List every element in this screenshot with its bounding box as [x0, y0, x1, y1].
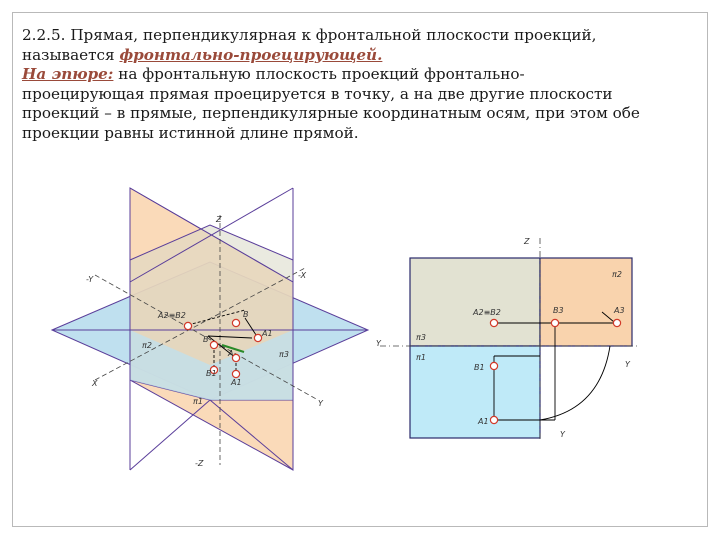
point-a1-profile [254, 334, 261, 341]
epure-label-y-left: Y [376, 339, 381, 348]
label-a1-profile: A1 [262, 329, 273, 338]
point-b1 [210, 341, 217, 348]
label-neg-x: -X [298, 271, 307, 280]
definition-line-3: на фронтальную плоскость проекций фронтально- [118, 65, 525, 84]
epure-label-z: Z [524, 237, 530, 246]
point-a1 [232, 370, 239, 377]
epure-point-a2b2 [490, 319, 497, 326]
label-neg-y: -Y [86, 275, 94, 284]
epure-point-a1 [490, 416, 497, 423]
epure-lead: На эпюре: [22, 65, 114, 84]
label-neg-z: -Z [195, 459, 204, 468]
epure-label-b1: B1 [474, 363, 485, 372]
label-a1: A1 [231, 378, 242, 387]
epure-point-a3 [613, 319, 620, 326]
epure-point-b3 [551, 319, 558, 326]
epure-profile-field-left [410, 258, 540, 346]
label-pi3: π3 [279, 350, 289, 359]
epure-horizontal-field [410, 346, 540, 438]
isometric-diagram [52, 188, 368, 470]
section-number: 2.2.5. [22, 26, 66, 44]
label-a: A [228, 349, 234, 358]
epure-label-a1: A1 [478, 417, 489, 426]
definition-line-2-prefix: называется [22, 45, 115, 64]
epure-label-b3: B3 [553, 306, 564, 315]
epure-diagram [376, 237, 640, 440]
point-b [232, 319, 239, 326]
point-a2b2 [184, 322, 191, 329]
label-b: B [243, 310, 249, 319]
label-pi1: π1 [193, 397, 203, 406]
epure-label-a3: A3 [614, 306, 625, 315]
epure-label-pi1: π1 [416, 353, 426, 362]
epure-label-y-right: Y [625, 360, 630, 369]
definition-term: фронтально-проецирующей. [119, 45, 383, 64]
definition-line-6: проекции равны истинной длине прямой. [22, 123, 359, 142]
epure-point-b1 [490, 362, 497, 369]
epure-label-pi2: π2 [612, 270, 622, 279]
epure-label-a2b2: A2≡B2 [473, 308, 501, 317]
epure-label-y-bottom: Y [560, 430, 565, 439]
label-pi2: π2 [142, 341, 152, 350]
label-b-point: B [203, 335, 209, 344]
definition-line-1: Прямая, перпендикулярная к фронтальной плоскости проекций, [70, 26, 597, 44]
epure-label-pi3: π3 [416, 333, 426, 342]
label-b1: B1 [206, 369, 217, 378]
label-x: X [92, 379, 98, 388]
definition-line-5: проекций – в прямые, перпендикулярные координатным осям, при этом обе [22, 104, 640, 123]
label-z: Z [216, 215, 222, 224]
label-y: Y [318, 399, 323, 408]
label-a2b2: A2≡B2 [158, 311, 186, 320]
definition-line-4: проецирующая прямая проецируется в точку, а на две другие плоскости [22, 84, 613, 103]
